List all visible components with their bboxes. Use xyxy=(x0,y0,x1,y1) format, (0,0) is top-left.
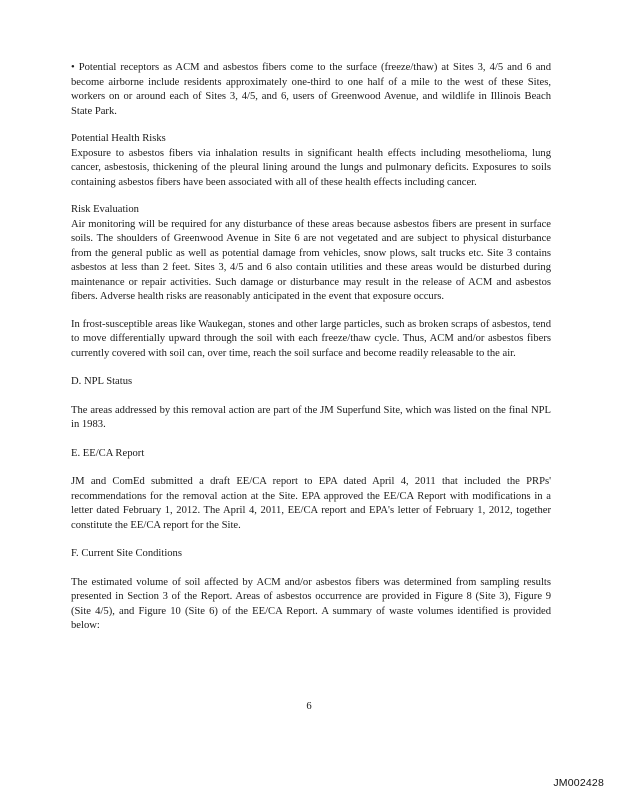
page-number: 6 xyxy=(306,701,312,712)
health-risks-heading: Potential Health Risks xyxy=(71,133,166,144)
health-risks-paragraph: Exposure to asbestos fibers via inhalation results in significant health effects including mesothelioma, lung cancer, asbestosis, thickening of the pleural lining around the lungs and pulmonary deficits. Exposures to soils containing asbestos fibers have been associated with all of these health effects including cancer. xyxy=(71,147,551,188)
npl-status-paragraph: The areas addressed by this removal action are part of the JM Superfund Site, which was listed on the final NPL in 1983. xyxy=(71,404,551,430)
npl-status-heading: D. NPL Status xyxy=(71,376,133,387)
eeca-report-heading: E. EE/CA Report xyxy=(71,447,145,459)
eeca-report-paragraph: JM and ComEd submitted a draft EE/CA report to EPA dated April 4, 2011 that included the PRPs' recommendations for the removal action at the Site. EPA approved the EE/CA Report with modifications in a letter dated February 1, 2012. The April 4, 2011, EE/CA report and EPA's letter of February 1, 2012, together constitute the EE/CA report for the Site. xyxy=(71,476,551,531)
risk-evaluation-heading: Risk Evaluation xyxy=(71,204,139,215)
frost-paragraph: In frost-susceptible areas like Waukegan, stones and other large particles, such as broken scraps of asbestos, tend to move differentially upward through the soil with each freeze/thaw cycle. Thus, ACM and/or asbestos fibers currently covered with soil can, over time, reach the soil surface and become readily releasable to the air. xyxy=(71,318,551,359)
bates-number: JM002428 xyxy=(553,777,604,789)
receptors-paragraph: • Potential receptors as ACM and asbestos fibers come to the surface (freeze/thaw) at Sites 3, 4/5 and 6 and become airborne include residents approximately one-third to one half of a mile to the west of these Sites, workers on or around each of Sites 3, 4/5, and 6, users of Greenwood Avenue, and wildlife in Illinois Beach State Park. xyxy=(71,62,551,117)
document-body xyxy=(71,61,551,634)
current-site-conditions-paragraph: The estimated volume of soil affected by ACM and/or asbestos fibers was determined from sampling results presented in Section 3 of the Report. Areas of asbestos occurrence are provided in Figure 8 (Site 3), Figure 9 (Site 4/5), and Figure 10 (Site 6) of the EE/CA Report. A summary of waste volumes identified is provided below: xyxy=(71,576,551,631)
current-site-conditions-heading: F. Current Site Conditions xyxy=(71,548,182,559)
risk-evaluation-paragraph: Air monitoring will be required for any disturbance of these areas because asbestos fibers are present in surface soils. The shoulders of Greenwood Avenue in Site 6 are not vegetated and are subject to physical disturbance from the general public as well as potential damage from vehicles, snow plows, salt trucks etc. Site 3 contains asbestos at less than 2 feet. Sites 3, 4/5 and 6 also contain utilities and these areas would be disturbed during maintenance or repair activities. Such damage or disturbance may result in the release of ACM and asbestos fibers. Adverse health risks are reasonably anticipated in the event that exposure occurs. xyxy=(71,218,551,302)
